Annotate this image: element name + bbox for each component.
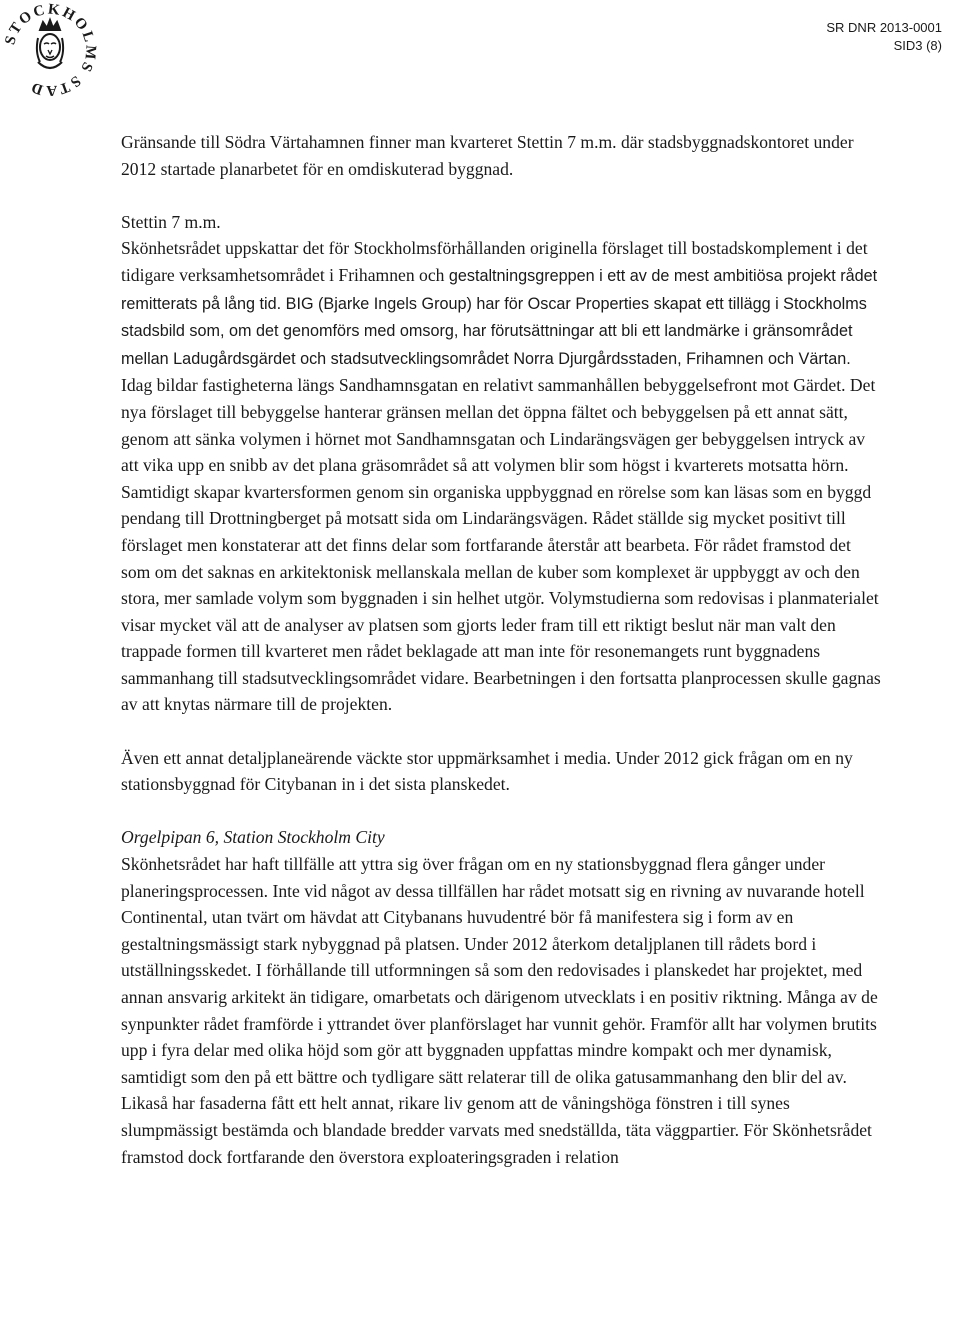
stettin-text-part2: gestaltningsgreppen i ett av de mest ambitiösa projekt rådet remitterats på lång tid. BIG (Bjarke Ingels Group) har för Oscar Properties skapat ett tillägg i Stockholms stadsbild som, om det genomförs med omsorg, har förutsättningar att bli ett landmärke i gränsområdet mellan Ladugårdsgärdet och stadsutvecklingsområdet Norra Djurgårdsstaden, Frihamnen och Värtan. <box>121 266 878 368</box>
stockholms-stad-logo <box>0 0 100 100</box>
document-reference <box>826 19 942 55</box>
svg-text:STOCKHOLMS STAD: STOCKHOLMS STAD <box>2 1 99 99</box>
stettin-text-part3: Idag bildar fastigheterna längs Sandhamnsgatan en relativt sammanhållen bebyggelsefront mot Gärdet. Det nya förslaget till bebyggelse hanterar gränsen mellan det öppna fältet och bebyggelsen på ett annat sätt, genom att sänka volymen i hörnet mot Sandhamnsgatan och Lindarängsvägen ger bebyggelsen intryck av att vika upp en snibb av det plana gräsområdet så att volymen blir som högst i kvarterets motsatta hörn. Samtidigt skapar kvartersformen genom sin organiska uppbyggnad en rörelse som kan läsas som en byggd pendang till Drottningberget på motsatt sida om Lindarängsvägen. Rådet ställde sig mycket positivt till förslaget men konstaterar att det finns delar som fortfarande återstår att bearbeta. För rådet framstod det som om det saknas en arkitektonisk mellanskala mellan de kuber som komplexet är uppbyggt av och den stora, mer samlade volym som byggnaden i sin helhet utgör. Volymstudierna som redovisas i planmaterialet visar mycket väl att de analyser av platsen som gjorts leder fram till ett riktigt beslut när man valt den trappade formen till kvarteret men rådet beklagade att man inte för resonemangets runt byggnadens sammanhang till stadsutvecklingsområdet vidare. Bearbetningen i den fortsatta planprocessen skulle gagnas av att knytas närmare till de projekten. <box>121 375 881 715</box>
intro-paragraph: Gränsande till Södra Värtahamnen finner man kvarteret Stettin 7 m.m. där stadsbyggnadskontoret under 2012 startade planarbetet för en omdiskuterad byggnad. <box>121 132 854 179</box>
page-number: SID3 (8) <box>893 38 942 53</box>
document-body <box>121 129 881 1170</box>
media-paragraph: Även ett annat detaljplaneärende väckte stor uppmärksamhet i media. Under 2012 gick frågan om en ny stationsbyggnad för Citybanan in i det sista planskedet. <box>121 747 853 795</box>
orgelpipan-paragraph: Skönhetsrådet har haft tillfälle att yttra sig över frågan om en ny stationsbyggnad flera gånger under planeringsprocessen. Inte vid något av dessa tillfällen har rådet motsatt sig en rivning av nuvarande hotell Continental, utan tvärt om hävdat att Citybanans huvudentré bör få manifestera sig i form av en gestaltningsmässigt stark nybyggnad på platsen. Under 2012 återkom detaljplanen till rådets bord i utställningsskedet. I förhållande till utformningen så som den redovisades i planskedet har projektet, med annan ansvarig arkitekt än tidigare, omarbetats och därigenom utvecklats i en positiv riktning. Många av de synpunkter rådet framförde i yttrandet över planförslaget har vunnit gehör. Framför allt har volymen brutits upp i fyra delar med olika höjd som gör att byggnaden uppfattas mindre kompakt och mer dynamisk, samtidigt som den på ett bättre och tydligare sätt relaterar till de olika gatusammanhang den blir del av. Likaså har fasaderna fått ett helt annat, rikare liv genom att de våningshöga fönstren i till synes slumpmässigt bestämda och blandade bredder varvats med snedställda, täta väggpartier. För Skönhetsrådet framstod dock fortfarande den överstora exploateringsgraden i relation <box>121 854 878 1167</box>
dnr-number: SR DNR 2013-0001 <box>826 20 942 35</box>
stettin-paragraph <box>121 235 881 718</box>
section-heading-stettin: Stettin 7 m.m. <box>121 211 221 232</box>
crowned-head-emblem <box>37 20 63 68</box>
section-heading-orgelpipan: Orgelpipan 6, Station Stockholm City <box>121 827 385 848</box>
stettin-text-part1: Skönhetsrådet uppskattar det för Stockholmsförhållanden originella förslaget till bostadskomplement i det tidigare verksamhetsområdet i Frihamnen och <box>121 238 868 285</box>
